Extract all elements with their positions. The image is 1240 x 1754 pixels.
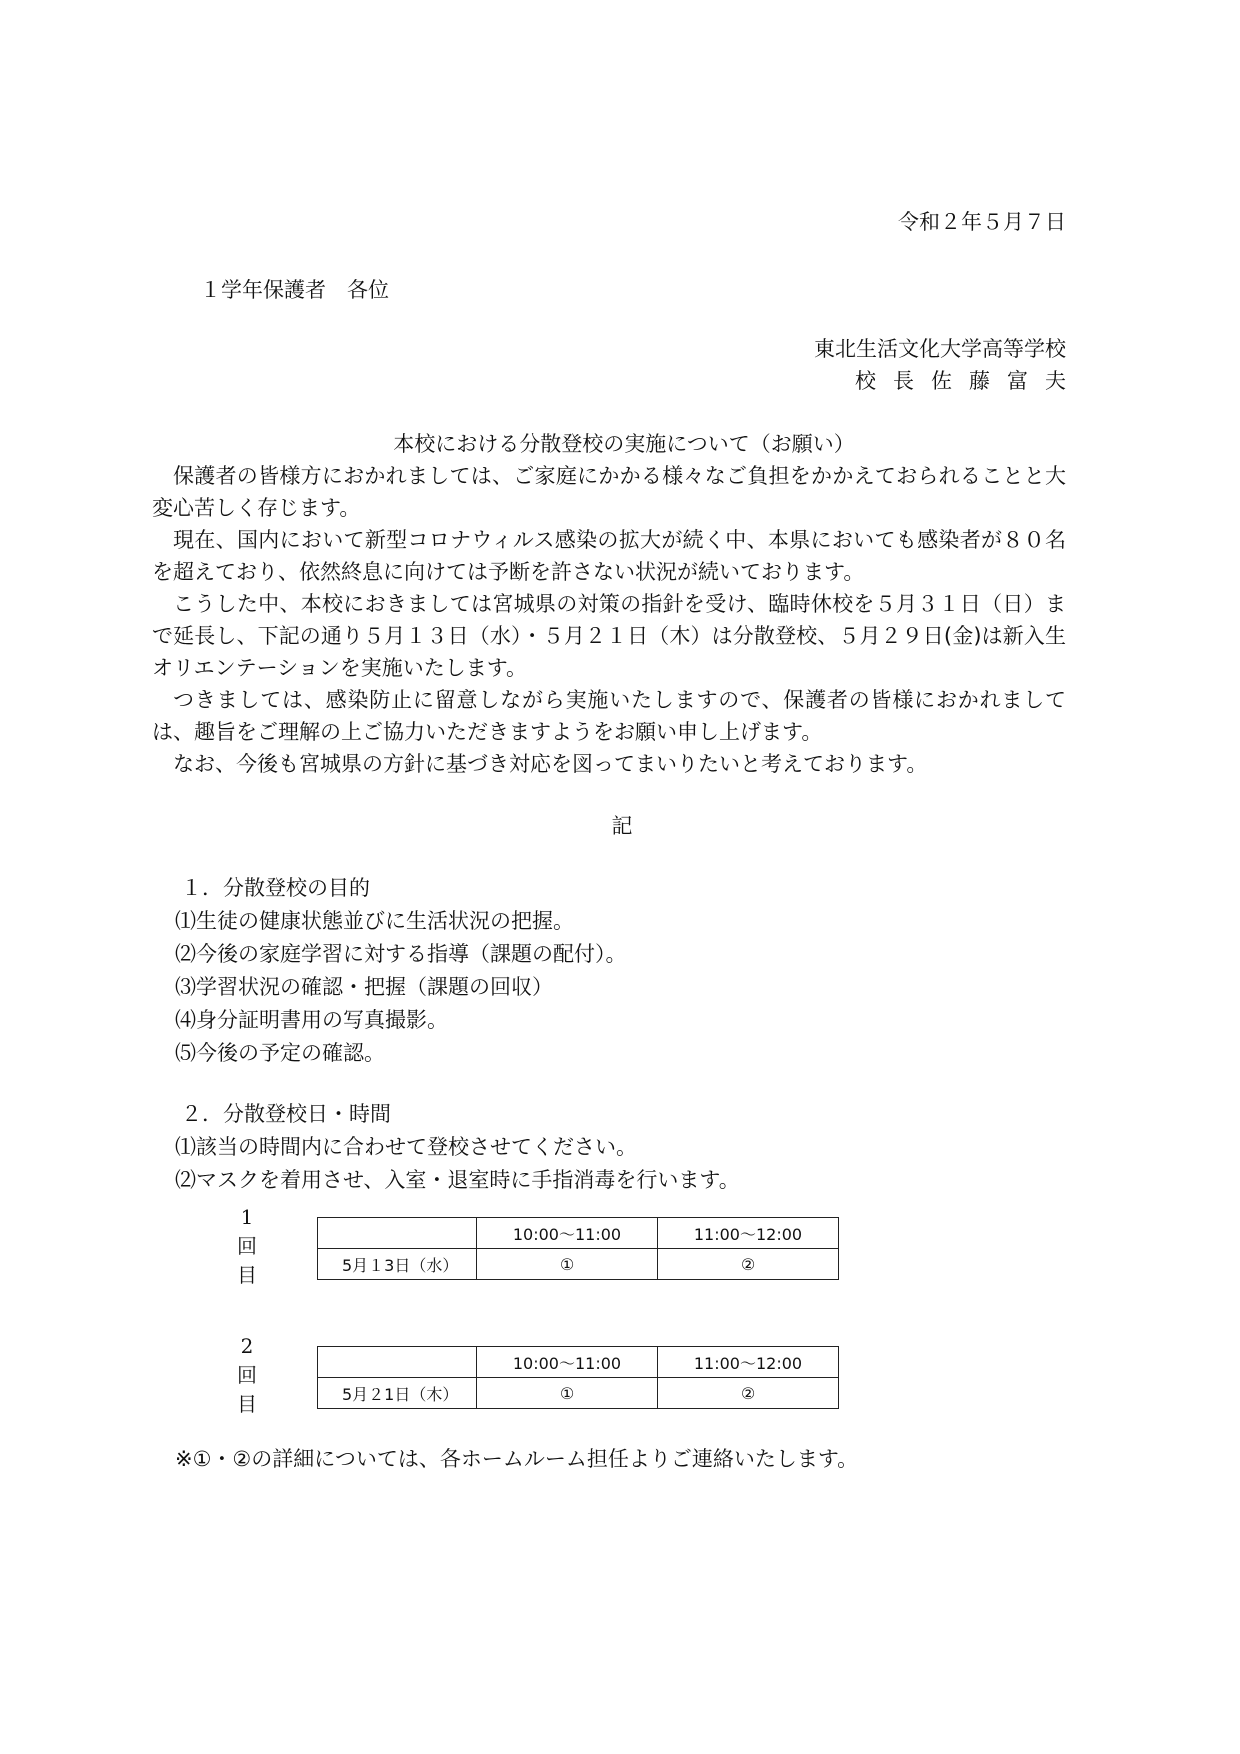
table-row (318, 1249, 839, 1280)
group-2: ② (658, 1249, 839, 1280)
school-name: 東北生活文化大学高等学校 (814, 337, 1066, 361)
section2-item: ⑵マスクを着用させ、入室・退室時に手指消毒を行います。 (175, 1168, 740, 1192)
ki-marker: 記 (611, 814, 633, 838)
section1-item: ⑵今後の家庭学習に対する指導（課題の配付）。 (175, 942, 627, 966)
time-slot-1: 10:00～11:00 (477, 1218, 658, 1249)
paragraph-5: なお、今後も宮城県の方針に基づき対応を図ってまいりたいと考えております。 (173, 752, 928, 776)
recipient-line: １学年保護者 各位 (200, 278, 389, 302)
section1-item: ⑴生徒の健康状態並びに生活状況の把握。 (175, 909, 574, 933)
table-row (318, 1218, 839, 1249)
section2-heading: ２．分散登校日・時間 (181, 1102, 391, 1126)
group-2: ② (658, 1378, 839, 1409)
round-2-schedule-table (317, 1346, 839, 1409)
principal-name: 校長佐藤富夫 (855, 369, 1083, 393)
paragraph-1: 保護者の皆様方におかれましては、ご家庭にかかる様々なご負担をかかえておられることと大変心苦しく存じます。 (152, 464, 1066, 520)
table-row (318, 1378, 839, 1409)
section1-item: ⑷身分証明書用の写真撮影。 (175, 1008, 448, 1032)
round-date: 5月２1日（木） (318, 1378, 477, 1409)
round-1-label: 1 回 目 (237, 1205, 257, 1287)
footnote: ※①・②の詳細については、各ホームルーム担任よりご連絡いたします。 (175, 1447, 859, 1471)
document-date: 令和２年５月７日 (898, 210, 1066, 234)
section1-list (175, 905, 627, 1070)
table-cell-empty (318, 1347, 477, 1378)
group-1: ① (477, 1249, 658, 1280)
paragraph-3: こうした中、本校におきましては宮城県の対策の指針を受け、臨時休校を５月３１日（日）まで延長し、下記の通り５月１３日（水）・５月２１日（木）は分散登校、５月２９日(金)は新入生オリエンテーションを実施いたします。 (152, 592, 1066, 680)
paragraph-2: 現在、国内において新型コロナウィルス感染の拡大が続く中、本県においても感染者が８０名を超えており、依然終息に向けては予断を許さない状況が続いております。 (152, 528, 1066, 584)
round-2-label: 2 回 目 (237, 1334, 257, 1416)
table-row (318, 1347, 839, 1378)
time-slot-1: 10:00～11:00 (477, 1347, 658, 1378)
time-slot-2: 11:00～12:00 (658, 1347, 839, 1378)
section1-item: ⑶学習状況の確認・把握（課題の回収） (175, 975, 553, 999)
document-title: 本校における分散登校の実施について（お願い） (393, 432, 855, 456)
section2-item: ⑴該当の時間内に合わせて登校させてください。 (175, 1135, 637, 1159)
round-date: 5月１3日（水） (318, 1249, 477, 1280)
round-1-schedule-table (317, 1217, 839, 1280)
group-1: ① (477, 1378, 658, 1409)
paragraph-4: つきましては、感染防止に留意しながら実施いたしますので、保護者の皆様におかれましては、趣旨をご理解の上ご協力いただきますようをお願い申し上げます。 (152, 688, 1066, 744)
section1-heading: １．分散登校の目的 (181, 876, 370, 900)
section2-list (175, 1131, 740, 1197)
time-slot-2: 11:00～12:00 (658, 1218, 839, 1249)
section1-item: ⑸今後の予定の確認。 (175, 1041, 385, 1065)
table-cell-empty (318, 1218, 477, 1249)
